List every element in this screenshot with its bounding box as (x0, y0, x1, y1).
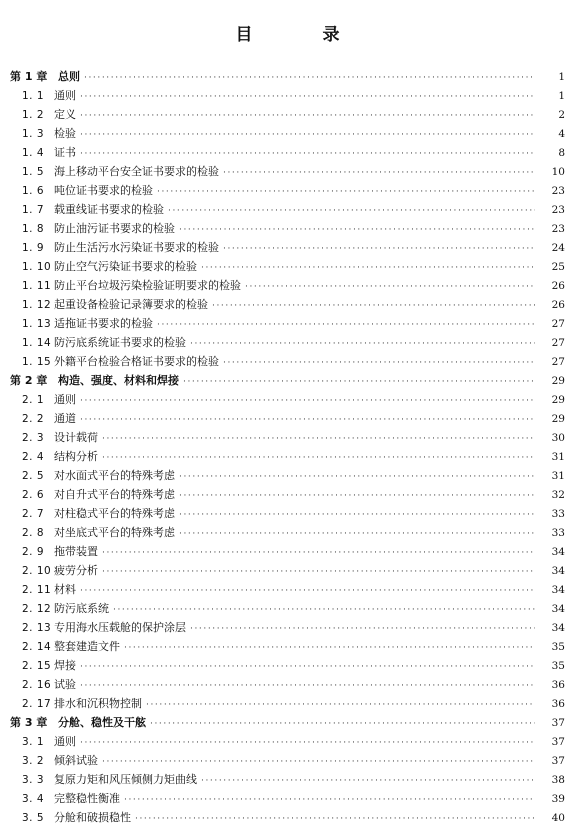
toc-section-entry[interactable] (0, 542, 575, 561)
dot-leader (168, 202, 535, 221)
toc-entry-number: 2. 6 (22, 489, 45, 501)
toc-entry-page-number: 27 (551, 318, 565, 330)
toc-entry-page-number: 2 (558, 109, 565, 121)
toc-entry-page-number: 32 (551, 489, 565, 501)
toc-entry-number: 第 1 章 (10, 70, 48, 83)
toc-entry-number: 2. 7 (22, 508, 45, 520)
toc-entry-number: 3. 2 (22, 755, 45, 767)
toc-chapter-entry[interactable] (0, 67, 575, 86)
dot-leader (80, 734, 535, 753)
toc-section-entry[interactable] (0, 694, 575, 713)
toc-entry-page-number: 29 (551, 394, 565, 406)
toc-section-entry[interactable] (0, 314, 575, 333)
toc-entry-page-number: 4 (558, 128, 565, 140)
dot-leader (124, 639, 535, 658)
dot-leader (80, 88, 535, 107)
toc-entry-number: 2. 8 (22, 527, 45, 539)
toc-entry-page-number: 34 (551, 622, 565, 634)
toc-section-entry[interactable] (0, 637, 575, 656)
toc-section-entry[interactable] (0, 143, 575, 162)
page-title: 目 录 (235, 25, 372, 45)
toc-section-entry[interactable] (0, 732, 575, 751)
toc-entry-number: 第 2 章 (10, 374, 48, 387)
toc-entry-page-number: 8 (558, 147, 565, 159)
toc-section-entry[interactable] (0, 675, 575, 694)
dot-leader (80, 582, 535, 601)
dot-leader (179, 525, 535, 544)
toc-entry-page-number: 25 (551, 261, 565, 273)
toc-entry-title: 焊接 (54, 659, 76, 672)
toc-entry-number: 2. 3 (22, 432, 45, 444)
toc-section-entry[interactable] (0, 656, 575, 675)
dot-leader (212, 297, 535, 316)
toc-entry-page-number: 39 (551, 793, 565, 805)
toc-section-entry[interactable] (0, 162, 575, 181)
toc-entry-page-number: 37 (551, 736, 565, 748)
toc-entry-number: 1. 9 (22, 242, 45, 254)
dot-leader (80, 107, 535, 126)
toc-entry-number: 1. 3 (22, 128, 45, 140)
dot-leader (223, 240, 535, 259)
toc-entry-number: 1. 15 (22, 356, 52, 368)
toc-entry-number: 2. 16 (22, 679, 52, 691)
toc-entry-title: 专用海水压载舱的保护涂层 (54, 621, 186, 634)
toc-entry-title: 对坐底式平台的特殊考虑 (54, 526, 175, 539)
table-of-contents (0, 67, 575, 827)
toc-section-entry[interactable] (0, 276, 575, 295)
toc-section-entry[interactable] (0, 105, 575, 124)
toc-entry-number: 1. 13 (22, 318, 52, 330)
dot-leader (80, 392, 535, 411)
toc-entry-page-number: 29 (551, 413, 565, 425)
toc-entry-title: 材料 (54, 583, 76, 596)
toc-entry-title: 对柱稳式平台的特殊考虑 (54, 507, 175, 520)
toc-entry-title: 外籍平台检验合格证书要求的检验 (54, 355, 219, 368)
dot-leader (179, 506, 535, 525)
dot-leader (84, 69, 535, 88)
dot-leader (150, 715, 535, 734)
toc-entry-number: 1. 1 (22, 90, 45, 102)
dot-leader (179, 221, 535, 240)
toc-entry-title: 总则 (58, 70, 80, 83)
toc-entry-title: 通则 (54, 735, 76, 748)
toc-section-entry[interactable] (0, 86, 575, 105)
toc-entry-page-number: 35 (551, 641, 565, 653)
dot-leader (223, 164, 535, 183)
toc-section-entry[interactable] (0, 580, 575, 599)
toc-section-entry[interactable] (0, 219, 575, 238)
toc-entry-title: 防止平台垃圾污染检验证明要求的检验 (54, 279, 241, 292)
dot-leader (102, 430, 535, 449)
toc-entry-title: 构造、强度、材料和焊接 (58, 374, 179, 387)
toc-section-entry[interactable] (0, 618, 575, 637)
toc-entry-title: 倾斜试验 (54, 754, 98, 767)
toc-section-entry[interactable] (0, 200, 575, 219)
dot-leader (146, 696, 535, 715)
toc-section-entry[interactable] (0, 523, 575, 542)
dot-leader (80, 411, 535, 430)
dot-leader (245, 278, 535, 297)
toc-entry-number: 2. 17 (22, 698, 52, 710)
toc-entry-page-number: 34 (551, 565, 565, 577)
toc-entry-page-number: 37 (551, 717, 565, 729)
toc-entry-title: 通则 (54, 89, 76, 102)
toc-entry-number: 3. 3 (22, 774, 45, 786)
toc-entry-title: 吨位证书要求的检验 (54, 184, 153, 197)
dot-leader (102, 563, 535, 582)
toc-entry-number: 2. 2 (22, 413, 45, 425)
toc-entry-title: 拖带装置 (54, 545, 98, 558)
toc-entry-page-number: 26 (551, 299, 565, 311)
toc-entry-page-number: 27 (551, 337, 565, 349)
dot-leader (201, 772, 535, 791)
toc-section-entry[interactable] (0, 789, 575, 808)
toc-entry-page-number: 31 (551, 451, 565, 463)
toc-entry-title: 设计载荷 (54, 431, 98, 444)
toc-entry-page-number: 36 (551, 679, 565, 691)
toc-entry-page-number: 35 (551, 660, 565, 672)
toc-entry-page-number: 23 (551, 185, 565, 197)
toc-entry-title: 证书 (54, 146, 76, 159)
dot-leader (190, 335, 535, 354)
toc-entry-number: 3. 5 (22, 812, 45, 824)
toc-entry-page-number: 31 (551, 470, 565, 482)
toc-entry-number: 2. 14 (22, 641, 52, 653)
toc-entry-title: 排水和沉积物控制 (54, 697, 142, 710)
toc-chapter-entry[interactable] (0, 713, 575, 732)
dot-leader (102, 544, 535, 563)
toc-entry-title: 防止油污证书要求的检验 (54, 222, 175, 235)
toc-entry-page-number: 33 (551, 527, 565, 539)
toc-entry-number: 2. 10 (22, 565, 52, 577)
toc-entry-page-number: 29 (551, 375, 565, 387)
toc-entry-number: 1. 7 (22, 204, 45, 216)
toc-section-entry[interactable] (0, 124, 575, 143)
toc-entry-page-number: 27 (551, 356, 565, 368)
toc-entry-number: 1. 12 (22, 299, 52, 311)
toc-entry-number: 2. 1 (22, 394, 45, 406)
toc-entry-page-number: 26 (551, 280, 565, 292)
toc-entry-number: 1. 10 (22, 261, 52, 273)
toc-entry-page-number: 23 (551, 204, 565, 216)
toc-entry-number: 1. 4 (22, 147, 45, 159)
toc-entry-number: 2. 11 (22, 584, 52, 596)
toc-entry-title: 完整稳性衡准 (54, 792, 120, 805)
toc-entry-page-number: 40 (551, 812, 565, 824)
dot-leader (183, 373, 535, 392)
toc-entry-page-number: 34 (551, 603, 565, 615)
dot-leader (179, 487, 535, 506)
toc-entry-number: 2. 12 (22, 603, 52, 615)
toc-section-entry[interactable] (0, 409, 575, 428)
toc-section-entry[interactable] (0, 390, 575, 409)
toc-section-entry[interactable] (0, 599, 575, 618)
toc-section-entry[interactable] (0, 352, 575, 371)
toc-entry-number: 1. 11 (22, 280, 52, 292)
toc-section-entry[interactable] (0, 238, 575, 257)
toc-entry-title: 复原力矩和风压倾侧力矩曲线 (54, 773, 197, 786)
toc-entry-page-number: 33 (551, 508, 565, 520)
toc-entry-title: 起重设备检验记录簿要求的检验 (54, 298, 208, 311)
toc-section-entry[interactable] (0, 447, 575, 466)
dot-leader (80, 658, 535, 677)
toc-section-entry[interactable] (0, 485, 575, 504)
toc-entry-number: 第 3 章 (10, 716, 48, 729)
toc-section-entry[interactable] (0, 295, 575, 314)
dot-leader (157, 316, 535, 335)
toc-entry-title: 疲劳分析 (54, 564, 98, 577)
toc-entry-page-number: 10 (551, 166, 565, 178)
dot-leader (190, 620, 535, 639)
toc-entry-page-number: 36 (551, 698, 565, 710)
dot-leader (135, 810, 535, 829)
toc-section-entry[interactable] (0, 808, 575, 827)
toc-section-entry[interactable] (0, 428, 575, 447)
toc-section-entry[interactable] (0, 504, 575, 523)
dot-leader (80, 677, 535, 696)
toc-entry-number: 1. 8 (22, 223, 45, 235)
toc-entry-title: 海上移动平台安全证书要求的检验 (54, 165, 219, 178)
toc-entry-title: 定义 (54, 108, 76, 121)
toc-entry-number: 1. 2 (22, 109, 45, 121)
toc-entry-number: 3. 1 (22, 736, 45, 748)
toc-section-entry[interactable] (0, 466, 575, 485)
toc-entry-title: 试验 (54, 678, 76, 691)
toc-section-entry[interactable] (0, 751, 575, 770)
toc-entry-page-number: 23 (551, 223, 565, 235)
toc-entry-page-number: 37 (551, 755, 565, 767)
dot-leader (124, 791, 535, 810)
toc-entry-number: 1. 5 (22, 166, 45, 178)
toc-entry-page-number: 34 (551, 546, 565, 558)
toc-entry-page-number: 38 (551, 774, 565, 786)
toc-entry-title: 防污底系统 (54, 602, 109, 615)
toc-entry-number: 3. 4 (22, 793, 45, 805)
toc-entry-title: 适拖证书要求的检验 (54, 317, 153, 330)
toc-entry-title: 分舱、稳性及干舷 (58, 716, 146, 729)
toc-section-entry[interactable] (0, 257, 575, 276)
toc-entry-title: 通则 (54, 393, 76, 406)
toc-section-entry[interactable] (0, 770, 575, 789)
toc-entry-number: 2. 4 (22, 451, 45, 463)
toc-entry-title: 对自升式平台的特殊考虑 (54, 488, 175, 501)
toc-section-entry[interactable] (0, 181, 575, 200)
toc-entry-title: 载重线证书要求的检验 (54, 203, 164, 216)
toc-entry-title: 整套建造文件 (54, 640, 120, 653)
toc-entry-page-number: 30 (551, 432, 565, 444)
toc-entry-page-number: 24 (551, 242, 565, 254)
toc-entry-title: 防污底系统证书要求的检验 (54, 336, 186, 349)
dot-leader (80, 126, 535, 145)
toc-section-entry[interactable] (0, 333, 575, 352)
toc-entry-number: 2. 5 (22, 470, 45, 482)
toc-chapter-entry[interactable] (0, 371, 575, 390)
toc-entry-title: 通道 (54, 412, 76, 425)
toc-entry-number: 1. 6 (22, 185, 45, 197)
toc-entry-number: 2. 15 (22, 660, 52, 672)
toc-entry-page-number: 34 (551, 584, 565, 596)
toc-entry-page-number: 1 (558, 90, 565, 102)
toc-entry-number: 2. 13 (22, 622, 52, 634)
toc-entry-title: 检验 (54, 127, 76, 140)
dot-leader (157, 183, 535, 202)
toc-entry-title: 分舱和破损稳性 (54, 811, 131, 824)
toc-entry-number: 2. 9 (22, 546, 45, 558)
toc-entry-number: 1. 14 (22, 337, 52, 349)
dot-leader (201, 259, 535, 278)
toc-section-entry[interactable] (0, 561, 575, 580)
toc-entry-title: 对水面式平台的特殊考虑 (54, 469, 175, 482)
toc-entry-page-number: 1 (558, 71, 565, 83)
toc-entry-title: 结构分析 (54, 450, 98, 463)
dot-leader (179, 468, 535, 487)
toc-entry-title: 防止空气污染证书要求的检验 (54, 260, 197, 273)
dot-leader (223, 354, 535, 373)
toc-entry-title: 防止生活污水污染证书要求的检验 (54, 241, 219, 254)
